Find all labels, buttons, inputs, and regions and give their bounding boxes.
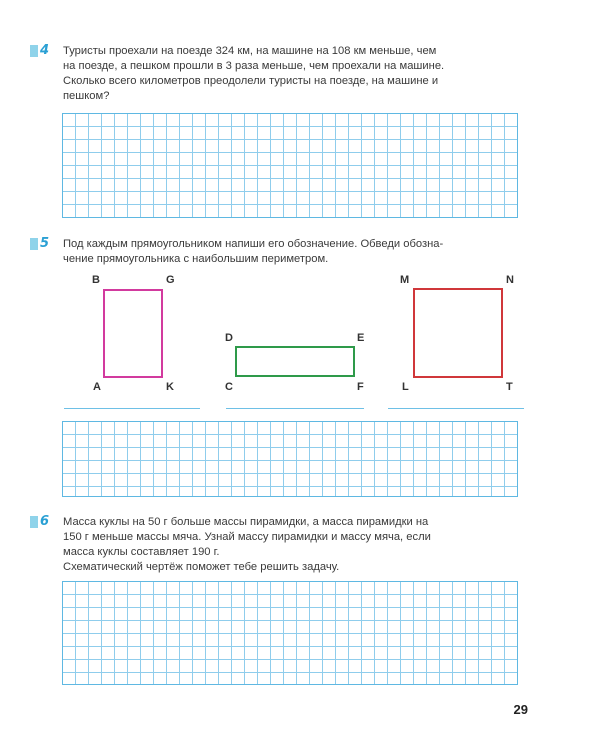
task-text-line: Сколько всего километров преодолели туристы на поезде, на машине и [63,75,439,87]
task-text-line: пешком? [63,90,110,102]
vertex-label: F [357,381,364,393]
task-text-line: масса куклы составляет 190 г. [63,546,220,558]
rectangle-defc [235,346,355,377]
vertex-label: C [225,381,233,393]
vertex-label: E [357,332,365,344]
task-text-line: на поезде, а пешком прошли в 3 раза меньше, чем проехали на машине. [63,60,445,72]
task-number: 5 [40,236,50,251]
page-number: 29 [513,702,528,717]
task-marker [30,515,52,529]
answer-grid-task-6[interactable] [62,581,518,685]
task-text-line: Схематический чертёж поможет тебе решить задачу. [63,561,340,573]
answer-grid-task-5[interactable] [62,421,518,497]
task-marker [30,44,52,58]
vertex-label: K [166,381,174,393]
vertex-label: L [402,381,409,393]
task-text [63,237,558,267]
rectangle-mntl [413,288,503,378]
vertex-label: B [92,274,100,286]
vertex-label: N [506,274,514,286]
task-text-line: Масса куклы на 50 г больше массы пирамидки, а масса пирамидки на [63,516,429,528]
task-text [63,515,558,575]
rectangle-bgka [103,289,163,378]
task-text-line: 150 г меньше массы мяча. Узнай массу пирамидки и массу мяча, если [63,531,431,543]
task-text-line: чение прямоугольника с наибольшим периметром. [63,253,329,265]
task-bar-icon [30,516,38,528]
task-number: 6 [40,514,50,529]
task-bar-icon [30,45,38,57]
vertex-label: G [166,274,175,286]
vertex-label: D [225,332,233,344]
vertex-label: A [93,381,101,393]
task-text-line: Под каждым прямоугольником напиши его обозначение. Обведи обозна- [63,238,444,250]
answer-line[interactable] [226,408,364,409]
task-bar-icon [30,238,38,250]
vertex-label: T [506,381,513,393]
task-number: 4 [40,43,50,58]
answer-line[interactable] [64,408,200,409]
answer-grid-task-4[interactable] [62,113,518,218]
task-text [63,44,558,104]
answer-line[interactable] [388,408,524,409]
vertex-label: M [400,274,410,286]
task-marker [30,237,52,251]
task-text-line: Туристы проехали на поезде 324 км, на машине на 108 км меньше, чем [63,45,437,57]
